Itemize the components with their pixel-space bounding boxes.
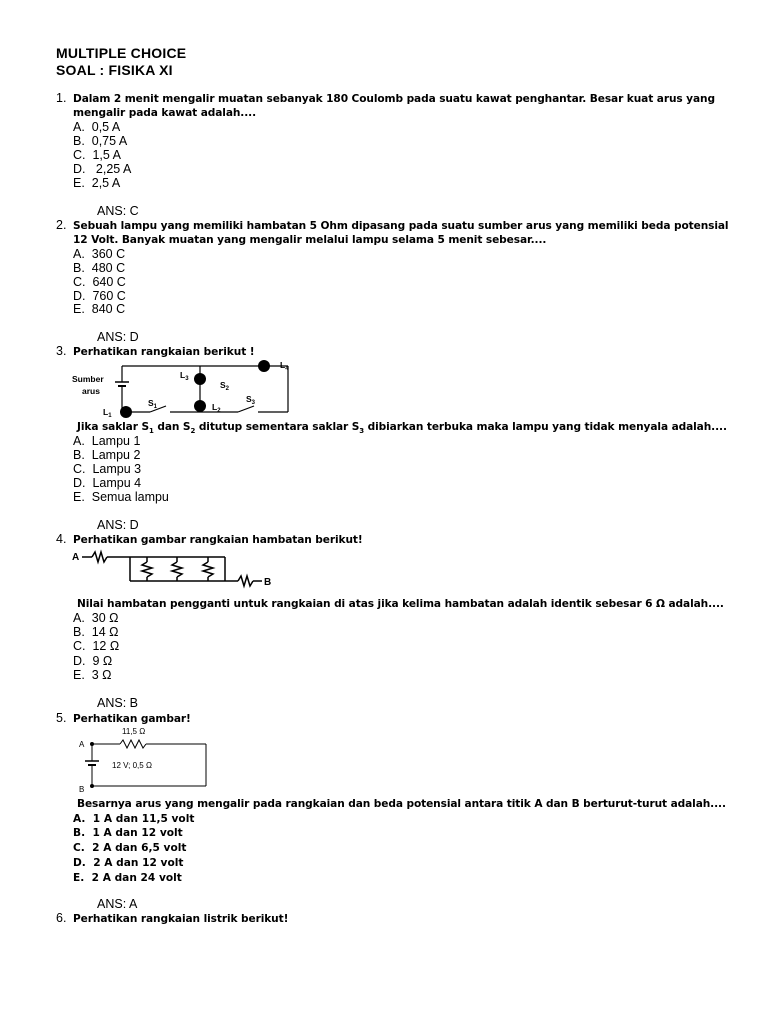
question-4-text: Perhatikan gambar rangkaian hambatan berikut! <box>73 534 363 546</box>
question-3-subtext: Jika saklar $S_1$ dan $S_2$ ditutup sementara saklar $S_3$ dibiarkan terbuka maka lampu yang tidak menyala adalah.... <box>77 421 727 436</box>
question-1-option-e: E. 2,5 A <box>73 176 121 190</box>
question-5-text: Perhatikan gambar! <box>73 713 191 725</box>
question-2-number: 2. <box>56 218 67 232</box>
question-3-option-d: D. Lampu 4 <box>73 476 142 490</box>
question-4-subtext: Nilai hambatan pengganti untuk rangkaian di atas jika kelima hambatan adalah identik sebesar 6 Ω adalah.... <box>77 598 724 610</box>
question-3-option-e: E. Semua lampu <box>73 490 169 504</box>
source-label-1: Sumber <box>72 374 104 384</box>
question-5-option-b: B. 1 A dan 12 volt <box>73 827 183 839</box>
lamp-l4 <box>258 360 270 372</box>
lamp-l3 <box>194 373 206 385</box>
question-3-option-a: A. Lampu 1 <box>73 434 141 448</box>
question-1-option-b: B. 0,75 A <box>73 134 128 148</box>
node-a-label: A <box>72 552 80 563</box>
question-3-option-b: B. Lampu 2 <box>73 448 141 462</box>
question-4-option-a: A. 30 Ω <box>73 611 119 625</box>
node-b-label: B <box>264 577 272 588</box>
question-4-answer: ANS: B <box>97 696 138 710</box>
label-s2: $S_2$ <box>220 380 230 392</box>
question-5-option-d: D. 2 A dan 12 volt <box>73 857 184 869</box>
question-2-option-b: B. 480 C <box>73 261 126 275</box>
question-2-option-e: E. 840 C <box>73 302 126 316</box>
question-3-number: 3. <box>56 344 67 358</box>
label-s1: $S_1$ <box>148 398 158 410</box>
point-b-label: B <box>79 785 85 794</box>
question-4-option-b: B. 14 Ω <box>73 625 119 639</box>
question-2-option-c: C. 640 C <box>73 275 126 289</box>
question-3-option-c: C. Lampu 3 <box>73 462 142 476</box>
document-subtitle: SOAL : FISIKA XI <box>56 62 173 78</box>
question-1-option-c: C. 1,5 A <box>73 148 121 162</box>
circuit-diagram-battery <box>75 724 215 796</box>
question-3-text: Perhatikan rangkaian berikut ! <box>73 346 255 358</box>
question-4-option-d: D. 9 Ω <box>73 654 113 668</box>
question-4-number: 4. <box>56 532 67 546</box>
resistor-network-diagram <box>70 548 280 594</box>
question-1-text: Dalam 2 menit mengalir muatan sebanyak 180 Coulomb pada suatu kawat penghantar. Besar kuat arus yang mengalir pada kawat adalah.... <box>73 93 715 119</box>
label-l2: $L_2$ <box>212 402 221 414</box>
document-title: MULTIPLE CHOICE <box>56 45 187 61</box>
lamp-l1 <box>120 406 132 418</box>
question-2-option-d: D. 760 C <box>73 289 126 303</box>
question-5-option-c: C. 2 A dan 6,5 volt <box>73 842 187 854</box>
question-5-option-e: E. 2 A dan 24 volt <box>73 872 182 884</box>
question-6-text: Perhatikan rangkaian listrik berikut! <box>73 913 289 925</box>
label-l4: $L_4$ <box>280 360 289 372</box>
circuit-diagram-lamps <box>70 356 300 422</box>
question-2-option-a: A. 360 C <box>73 247 126 261</box>
source-label: 12 V; 0,5 Ω <box>112 761 152 770</box>
question-3-answer: ANS: D <box>97 518 139 532</box>
question-2-answer: ANS: D <box>97 330 139 344</box>
resistor-label: 11,5 Ω <box>122 727 146 736</box>
question-5-subtext: Besarnya arus yang mengalir pada rangkaian dan beda potensial antara titik A dan B berturut-turut adalah.... <box>77 798 726 810</box>
label-l1: $L_1$ <box>103 407 112 419</box>
label-s3: $S_3$ <box>246 394 256 406</box>
lamp-l2 <box>194 400 206 412</box>
question-5-answer: ANS: A <box>97 897 138 911</box>
question-1-number: 1. <box>56 91 67 105</box>
question-2-text: Sebuah lampu yang memiliki hambatan 5 Ohm dipasang pada suatu sumber arus yang memiliki beda potensial 12 Volt. Banyak muatan yang mengalir melalui lampu selama 5 menit sebesar.... <box>73 220 729 246</box>
point-a-label: A <box>79 740 85 749</box>
label-l3: $L_3$ <box>180 370 189 382</box>
question-4-option-e: E. 3 Ω <box>73 668 112 682</box>
question-4-option-c: C. 12 Ω <box>73 639 120 653</box>
question-1-option-d: D. 2,25 A <box>73 162 132 176</box>
question-5-number: 5. <box>56 711 67 725</box>
question-5-option-a: A. 1 A dan 11,5 volt <box>73 813 195 825</box>
source-label-2: arus <box>82 386 100 396</box>
question-1-option-a: A. 0,5 A <box>73 120 121 134</box>
question-1-answer: ANS: C <box>97 204 139 218</box>
question-6-number: 6. <box>56 911 67 925</box>
